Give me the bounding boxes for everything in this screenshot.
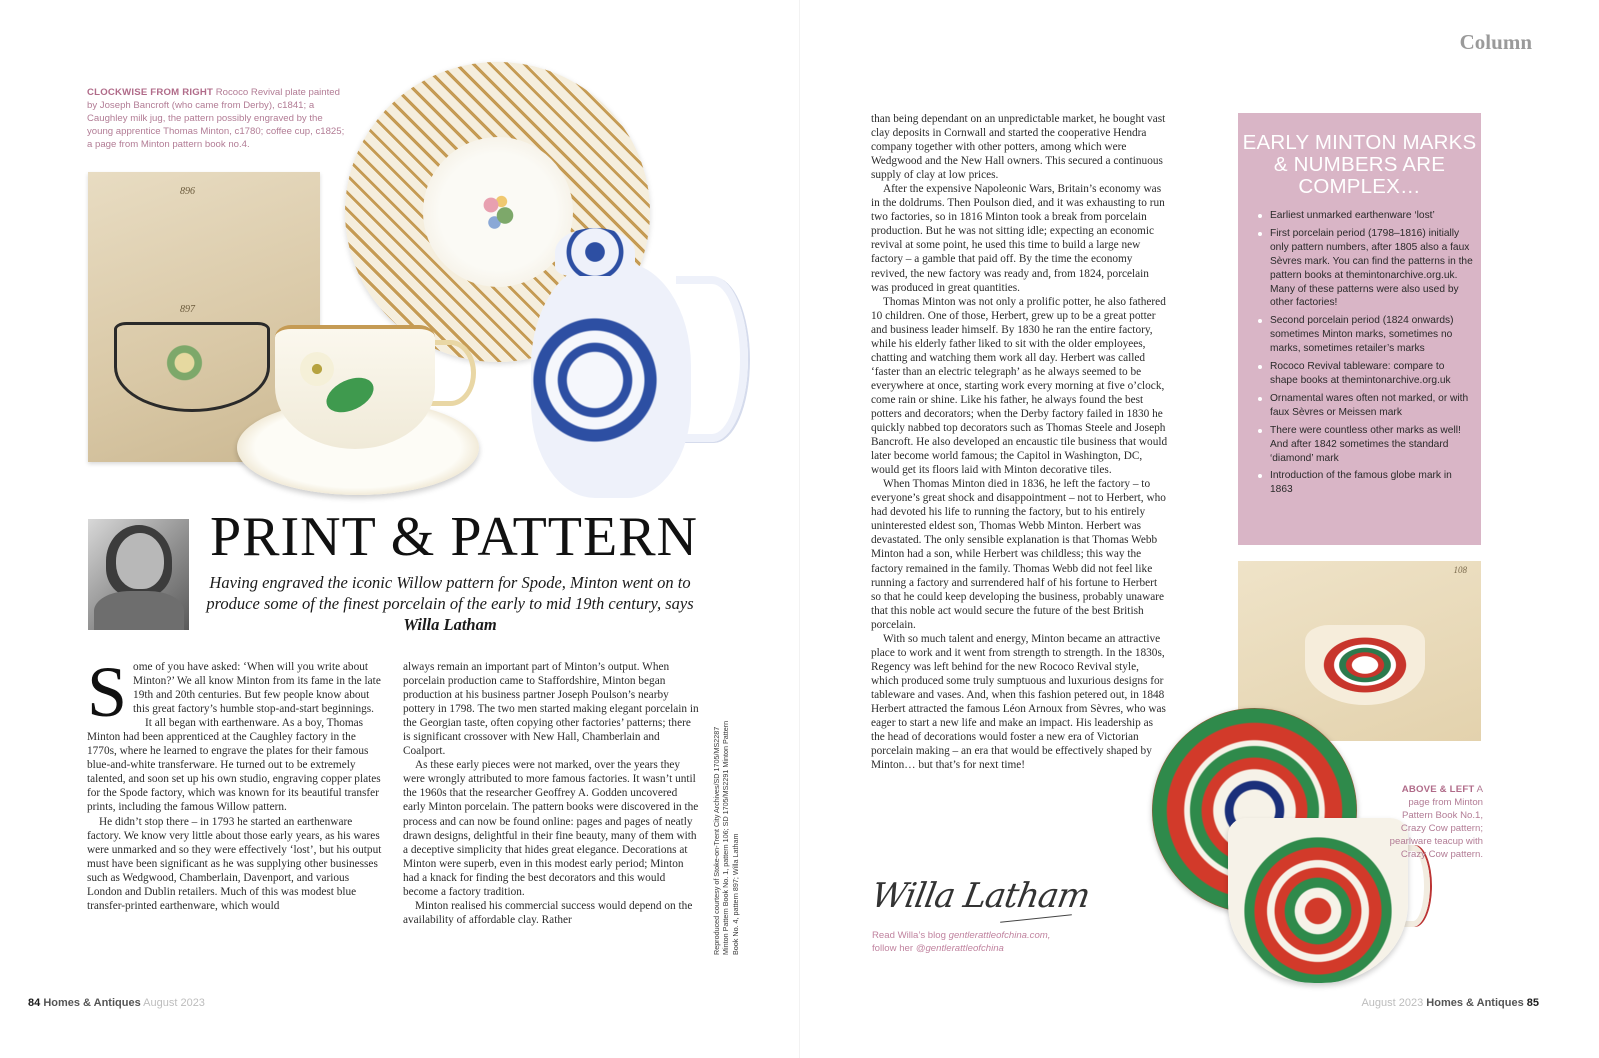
sidebar-item: Second porcelain period (1824 onwards) sometimes Minton marks, sometimes no marks, sometimes retailer’s marks <box>1256 314 1474 356</box>
blog-note <box>872 930 1050 955</box>
body-column-1 <box>87 652 384 913</box>
drop-cap: S <box>87 652 128 732</box>
author-face <box>116 533 164 589</box>
social-handle[interactable]: @gentlerattleofchina <box>915 942 1004 954</box>
sidebar-item: Earliest unmarked earthenware ‘lost’ <box>1256 209 1474 223</box>
paragraph: Thomas Minton was not only a prolific potter, he also fathered 10 children. One of those, Herbert, grew up to be a great potter and business leader himself. By 1830 he ran the entire factory, while his elderly father liked to sit with the older employees, chatting and watching them work all day. Herbert was called ‘faster than an electric telegraph’ as he always seemed to be everywhere at once, starting work every morning at five o’clock, come rain or shine. Like his father, he always found the best potters and decorators; when the Derby factory failed in 1830 he quickly nabbed top decorators such as Thomas Steele and Joseph Bancroft. He also developed an encaustic tile business that would later become world famous; the Capitol in Washington, DC, would get its floors laid with Minton decorative tiles. <box>871 295 1168 477</box>
section-label: Column <box>1459 30 1532 54</box>
author-photo <box>88 519 189 630</box>
standfirst <box>200 572 700 635</box>
paragraph: Minton realised his commercial success would depend on the availability of affordable clay. Rather <box>403 899 693 926</box>
paragraph: He didn’t stop there – in 1793 he started an earthenware factory. We know very little about those early years, as his wares were unmarked and so they were effectively ‘lost’, but his output must have been significant as he was supplying other businesses such as Wedgwood, Chamberlain, Davenport, and various London and Dublin retailers. Much of this was modest blue transfer-printed earthenware, which would <box>87 815 382 912</box>
issue-date: August 2023 <box>143 997 205 1009</box>
sidebar-title: EARLY MINTON MARKS & NUMBERS ARE COMPLEX… <box>1242 131 1477 198</box>
pattern-number: 897 <box>180 304 195 315</box>
sidebar-item: There were countless other marks as well! And after 1842 sometimes the standard ‘diamond’ mark <box>1256 424 1474 466</box>
caption-lead: ABOVE & LEFT <box>1401 784 1475 795</box>
paragraph: ome of you have asked: ‘When will you write about Minton?’ We all know Minton from its fame in the late 19th and 20th centuries. But few people know about this great factory’s humble stop-and-start beginnings. <box>133 661 381 716</box>
painted-cup-illustration <box>1305 625 1425 705</box>
paragraph: When Thomas Minton died in 1836, he left the factory – to everyone’s great shock and disappointment – not to Herbert, who had devoted his life to running the factory, but to his entirely uninterested eldest son, Thomas Webb Minton. Herbert was devastated. The only sensible explanation is that Thomas Webb Minton had a son, while Herbert was childless; this way the factory remained in the family. Thomas Webb did not feel like running a factory and surrendered half of his fortune to Herbert so that he could keep developing the business, probably unaware that this noble act would secure the future of the best British porcelain. <box>871 478 1166 631</box>
sidebar-box <box>1238 113 1481 545</box>
body-column-2 <box>403 660 700 927</box>
caption-text: A page from Minton Pattern Book No.1, Crazy Cow pattern; pearlware teacup with Crazy Cow pattern. <box>1389 784 1483 860</box>
sidebar-item: Rococo Revival tableware: compare to shape books at themintonarchive.org.uk <box>1256 360 1474 388</box>
photo-credit: Reproduced courtesy of Stoke-on-Trent City Archives/SD 1705/MS2287 Minton Pattern Book No. 1, pattern 106; SD 1705/MS2291 Minton Pattern Book No. 4, pattern 897; Willa Latham <box>712 720 740 955</box>
pattern-number: 108 <box>1453 565 1467 575</box>
cup-flower-decoration <box>300 352 334 386</box>
author-shoulders <box>94 591 184 630</box>
paragraph: It all began with earthenware. As a boy, Thomas Minton had been apprenticed at the Caughley factory in the 1770s, where he learned to engrave the plates for their famous blue-and-white transferware. He turned out to be extremely talented, and soon set up his own studio, engraving copper plates for the Spode factory, which was known for its beautiful transfer prints, including the famous Willow pattern. <box>87 717 381 814</box>
photo-caption-right <box>1385 783 1483 861</box>
page-gutter <box>799 0 800 1058</box>
author-signature: Willa Latham <box>868 876 1093 916</box>
standfirst-author: Willa Latham <box>403 615 497 634</box>
magazine-name: Homes & Antiques <box>1426 997 1524 1009</box>
photo-caption-left <box>87 86 345 151</box>
folio-left <box>28 997 205 1009</box>
sidebar-item: Introduction of the famous globe mark in 1863 <box>1256 469 1474 497</box>
body-column-3 <box>871 112 1169 772</box>
caption-lead: CLOCKWISE FROM RIGHT <box>87 87 214 98</box>
paragraph: After the expensive Napoleonic Wars, Britain’s economy was in the doldrums. Then Poulson died, and it was exhausting to run two factories, so in 1816 Minton took a break from porcelain production. But he was not sitting idle; expecting an economic revival at some point, he used this time to build a large new factory – a gamble that paid off. By the time the economy revived, the new factory was ready and, from 1824, porcelain was produced in great quantities. <box>871 183 1165 294</box>
caption-text: Rococo Revival plate painted by Joseph Bancroft (who came from Derby), c1841; a Caughley milk jug, the pattern possibly engraved by the young apprentice Thomas Minton, c1780; coffee cup, c1825; a page from Minton pattern book no.4. <box>87 87 345 150</box>
caughley-milk-jug-image <box>531 262 691 498</box>
floral-bouquet-decoration <box>463 177 533 247</box>
article-title: PRINT & PATTERN <box>210 506 698 568</box>
blog-link[interactable]: gentlerattleofchina.com, <box>948 930 1051 941</box>
standfirst-text: Having engraved the iconic Willow pattern for Spode, Minton went on to produce some of the finest porcelain of the early to mid 19th century, says <box>206 573 694 613</box>
drawn-cup-illustration <box>114 322 270 412</box>
sidebar-item: First porcelain period (1798–1816) initially only pattern numbers, after 1805 also a faux Sèvres mark. You can find the patterns in the pattern books at themintonarchive.org.uk. Many of these patterns were also used by other factories! <box>1256 227 1474 310</box>
paragraph: With so much talent and energy, Minton became an attractive place to work and it went from strength to strength. In the 1830s, Regency was left behind for the new Rococo Revival style, which produced some truly sumptuous and luxurious designs for tableware and vases. And, when this fashion petered out, in 1848 Herbert attracted the famous Léon Arnoux from Sèvres, who was eager to start a new life and make an impact. His leadership as the head of decorations would foster a new era of Victorian porcelain making – an era that would be effectively shaped by Minton… but that’s for next time! <box>871 632 1166 772</box>
crazy-cow-teacup-image <box>1228 818 1408 983</box>
folio-right <box>1361 997 1539 1009</box>
follow-prefix: follow her <box>872 942 916 954</box>
sidebar-list <box>1256 209 1474 501</box>
magazine-name: Homes & Antiques <box>43 997 141 1009</box>
blog-prefix: Read Willa’s blog <box>872 930 949 941</box>
page-number: 84 <box>28 997 41 1009</box>
paragraph: than being dependant on an unpredictable market, he bought vast clay deposits in Cornwall and started the cooperative Hendra company together with other potters, among which were Wedgwood and the New Hall owners. This secured a continuous supply of clay at low prices. <box>871 113 1166 182</box>
page-number: 85 <box>1526 997 1539 1009</box>
paragraph: always remain an important part of Minton’s output. When porcelain production came to Staffordshire, Minton began production at his business partner Joseph Poulson’s nearby pottery in 1798. The two men started making elegant porcelain in the Georgian taste, often copying other factories’ patterns; there is significant crossover with New Hall, Chamberlain and Coalport. <box>403 661 699 758</box>
sidebar-item: Ornamental wares often not marked, or with faux Sèvres or Meissen mark <box>1256 392 1474 420</box>
pattern-number: 896 <box>180 186 195 197</box>
jug-lid <box>555 228 635 276</box>
issue-date: August 2023 <box>1361 997 1424 1009</box>
paragraph: As these early pieces were not marked, over the years they were wrongly attributed to more famous factories. It wasn’t until the 1960s that the researcher Geoffrey A. Godden uncovered early Minton porcelain. The pattern books were discovered in the process and can now be found online: pages and pages of neatly drawn designs, delightful in their fine beauty, many of them with a deceptive simplicity that hides great elegance. Decorations at Minton were superb, even in this modest early period; Minton had a knack for finding the best decorators and this would become a factory tradition. <box>403 759 699 898</box>
